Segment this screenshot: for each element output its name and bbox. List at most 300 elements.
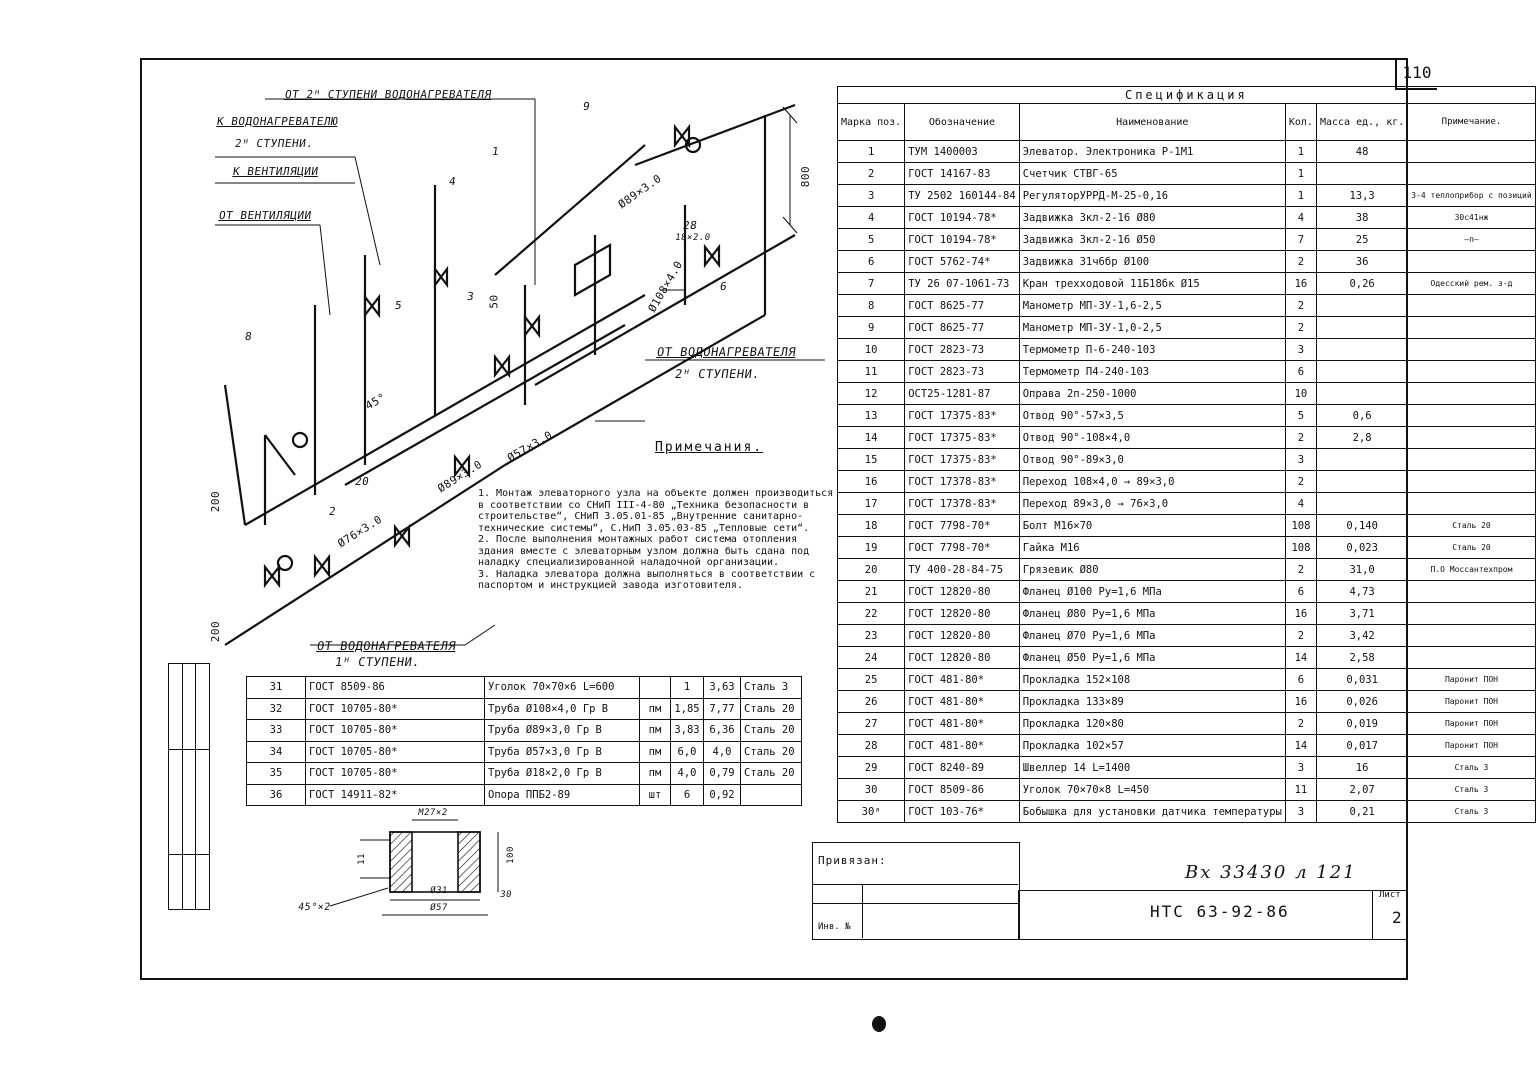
ink-blot xyxy=(872,1016,886,1032)
spec-row xyxy=(838,339,1536,361)
spec-cell-name: Прокладка 120×80 xyxy=(1019,713,1285,735)
material-cell-des: ГОСТ 10705-80* xyxy=(306,741,485,763)
spec-cell-pos: 14 xyxy=(838,427,905,449)
spec-cell-mass: 0,26 xyxy=(1316,273,1407,295)
spec-cell-pos: 27 xyxy=(838,713,905,735)
spec-cell-pos: 9 xyxy=(838,317,905,339)
material-cell-unit: шт xyxy=(640,784,671,806)
pipe-label-89: Ø89×3.0 xyxy=(615,171,665,212)
inventory-label: Инв. № xyxy=(818,922,851,932)
mark-20: 20 xyxy=(354,475,371,488)
spec-cell-mass: 2,07 xyxy=(1316,779,1407,801)
detail-dim-57: Ø57 xyxy=(429,903,449,913)
spec-cell-qty: 108 xyxy=(1285,537,1316,559)
label-from-heater-stage2-a: ОТ ВОДОНАГРЕВАТЕЛЯ xyxy=(656,345,798,359)
binding-label: Привязан: xyxy=(818,854,887,867)
spec-cell-name: Счетчик СТВГ-65 xyxy=(1019,163,1285,185)
spec-cell-qty: 14 xyxy=(1285,647,1316,669)
spec-cell-pos: 24 xyxy=(838,647,905,669)
specification-table xyxy=(837,86,1536,823)
spec-cell-qty: 108 xyxy=(1285,515,1316,537)
spec-cell-note xyxy=(1408,141,1535,163)
material-row xyxy=(247,677,802,699)
spec-cell-qty: 6 xyxy=(1285,669,1316,691)
spec-cell-qty: 5 xyxy=(1285,405,1316,427)
material-cell-mass: 7,77 xyxy=(704,698,741,720)
item-28-size: 18×2.0 xyxy=(674,233,712,243)
label-to-ventilation: К ВЕНТИЛЯЦИИ xyxy=(232,165,320,178)
material-cell-pos: 36 xyxy=(247,784,306,806)
spec-cell-name: Манометр МП-3У-1,0-2,5 xyxy=(1019,317,1285,339)
spec-header-note: Примечание. xyxy=(1408,104,1535,141)
spec-caption: Спецификация xyxy=(838,87,1536,104)
material-cell-name: Уголок 70×70×6 L=600 xyxy=(485,677,640,699)
spec-cell-qty: 2 xyxy=(1285,317,1316,339)
spec-cell-note xyxy=(1408,251,1535,273)
spec-row xyxy=(838,295,1536,317)
spec-cell-pos: 12 xyxy=(838,383,905,405)
spec-cell-des: ГОСТ 7798-70* xyxy=(905,537,1019,559)
spec-cell-name: Термометр П4-240-103 xyxy=(1019,361,1285,383)
spec-cell-note xyxy=(1408,449,1535,471)
spec-row xyxy=(838,801,1536,823)
spec-cell-pos: 26 xyxy=(838,691,905,713)
spec-cell-name: Гайка М16 xyxy=(1019,537,1285,559)
detail-dim-100: 100 xyxy=(505,846,516,864)
spec-cell-des: ГОСТ 17375-83* xyxy=(905,427,1019,449)
spec-cell-name: Переход 108×4,0 → 89×3,0 xyxy=(1019,471,1285,493)
spec-row xyxy=(838,229,1536,251)
spec-cell-des: ГОСТ 2823-73 xyxy=(905,361,1019,383)
spec-cell-mass: 38 xyxy=(1316,207,1407,229)
spec-cell-mass: 0,019 xyxy=(1316,713,1407,735)
spec-row xyxy=(838,361,1536,383)
spec-cell-name: Прокладка 102×57 xyxy=(1019,735,1285,757)
spec-row xyxy=(838,669,1536,691)
spec-cell-note xyxy=(1408,625,1535,647)
spec-cell-qty: 3 xyxy=(1285,339,1316,361)
note-2: 2. После выполнения монтажных работ система отопления здания вместе с элеваторным узлом должна быть сдана под наладку специализированной наладочной организации. xyxy=(478,534,810,568)
spec-row xyxy=(838,493,1536,515)
material-cell-qty: 3,83 xyxy=(671,720,704,742)
label-from-heater-stage2-b: 2ᴴ СТУПЕНИ. xyxy=(674,367,761,381)
spec-cell-mass: 0,140 xyxy=(1316,515,1407,537)
spec-row xyxy=(838,251,1536,273)
spec-cell-mass xyxy=(1316,339,1407,361)
spec-cell-mass: 36 xyxy=(1316,251,1407,273)
spec-cell-name: Швеллер 14 L=1400 xyxy=(1019,757,1285,779)
mark-4: 4 xyxy=(448,175,458,188)
spec-cell-pos: 18 xyxy=(838,515,905,537)
material-cell-name: Труба Ø89×3,0 Гр В xyxy=(485,720,640,742)
spec-cell-des: ГОСТ 481-80* xyxy=(905,691,1019,713)
mark-2: 2 xyxy=(328,505,338,518)
item-28-label: 28 xyxy=(682,219,699,232)
spec-cell-qty: 1 xyxy=(1285,185,1316,207)
spec-row xyxy=(838,757,1536,779)
spec-cell-name: Фланец Ø100 Ру=1,6 МПа xyxy=(1019,581,1285,603)
angle-45: 45° xyxy=(363,390,389,413)
spec-cell-mass: 16 xyxy=(1316,757,1407,779)
spec-row xyxy=(838,735,1536,757)
spec-cell-pos: 13 xyxy=(838,405,905,427)
spec-row xyxy=(838,405,1536,427)
mark-6: 6 xyxy=(719,280,729,293)
spec-cell-des: ГОСТ 8625-77 xyxy=(905,317,1019,339)
material-cell-pos: 35 xyxy=(247,763,306,785)
spec-cell-pos: 23 xyxy=(838,625,905,647)
spec-cell-des: ГОСТ 17378-83* xyxy=(905,493,1019,515)
spec-row xyxy=(838,647,1536,669)
spec-cell-name: Фланец Ø70 Ру=1,6 МПа xyxy=(1019,625,1285,647)
spec-cell-pos: 7 xyxy=(838,273,905,295)
label-from-ventilation: ОТ ВЕНТИЛЯЦИИ xyxy=(218,209,313,222)
spec-cell-note: Сталь 3 xyxy=(1408,801,1535,823)
spec-row xyxy=(838,207,1536,229)
spec-row xyxy=(838,779,1536,801)
spec-cell-pos: 16 xyxy=(838,471,905,493)
material-cell-mat: Сталь 20 xyxy=(741,763,802,785)
spec-cell-note: П.О Моссантехпром xyxy=(1408,559,1535,581)
spec-cell-name: Фланец Ø50 Ру=1,6 МПа xyxy=(1019,647,1285,669)
spec-cell-pos: 10 xyxy=(838,339,905,361)
spec-cell-pos: 21 xyxy=(838,581,905,603)
spec-cell-qty: 16 xyxy=(1285,273,1316,295)
mark-5: 5 xyxy=(394,299,404,312)
material-cell-qty: 1,85 xyxy=(671,698,704,720)
material-cell-unit: пм xyxy=(640,720,671,742)
document-code: НТС 63-92-86 xyxy=(1150,902,1290,921)
mark-1: 1 xyxy=(491,145,501,158)
spec-row xyxy=(838,471,1536,493)
material-cell-pos: 32 xyxy=(247,698,306,720)
spec-cell-note: 30с41нж xyxy=(1408,207,1535,229)
spec-cell-name: Отвод 90°-108×4,0 xyxy=(1019,427,1285,449)
spec-cell-name: Фланец Ø80 Ру=1,6 МПа xyxy=(1019,603,1285,625)
spec-row xyxy=(838,625,1536,647)
spec-cell-des: ГОСТ 14167-83 xyxy=(905,163,1019,185)
spec-cell-name: РегуляторУРРД-М-25-0,16 xyxy=(1019,185,1285,207)
spec-row xyxy=(838,317,1536,339)
spec-cell-name: Уголок 70×70×8 L=450 xyxy=(1019,779,1285,801)
material-cell-unit: пм xyxy=(640,698,671,720)
material-cell-mat: Сталь 3 xyxy=(741,677,802,699)
spec-cell-qty: 2 xyxy=(1285,713,1316,735)
spec-cell-pos: 22 xyxy=(838,603,905,625)
spec-row xyxy=(838,273,1536,295)
material-cell-name: Труба Ø57×3,0 Гр В xyxy=(485,741,640,763)
spec-cell-name: Отвод 90°-57×3,5 xyxy=(1019,405,1285,427)
spec-cell-qty: 10 xyxy=(1285,383,1316,405)
spec-cell-qty: 3 xyxy=(1285,801,1316,823)
pipe-label-76: Ø76×3.0 xyxy=(335,512,385,551)
spec-cell-qty: 6 xyxy=(1285,361,1316,383)
spec-cell-des: ГОСТ 8625-77 xyxy=(905,295,1019,317)
material-cell-mat: Сталь 20 xyxy=(741,741,802,763)
spec-cell-note xyxy=(1408,603,1535,625)
spec-header-name: Наименование xyxy=(1019,104,1285,141)
materials-table xyxy=(246,676,802,806)
material-cell-unit xyxy=(640,677,671,699)
spec-cell-name: Элеватор. Электроника Р-1М1 xyxy=(1019,141,1285,163)
sheet-label: Лист xyxy=(1379,890,1401,900)
spec-header-pos: Марка поз. xyxy=(838,104,905,141)
material-cell-pos: 31 xyxy=(247,677,306,699)
material-cell-mass: 4,0 xyxy=(704,741,741,763)
spec-cell-note xyxy=(1408,163,1535,185)
spec-cell-note: Сталь 3 xyxy=(1408,779,1535,801)
spec-cell-pos: 19 xyxy=(838,537,905,559)
material-cell-des: ГОСТ 10705-80* xyxy=(306,720,485,742)
spec-cell-note: Одесский рем. з-д xyxy=(1408,273,1535,295)
spec-row xyxy=(838,581,1536,603)
spec-cell-des: ГОСТ 103-76* xyxy=(905,801,1019,823)
spec-cell-pos: 1 xyxy=(838,141,905,163)
detail-chamfer: 45°×2 xyxy=(297,902,332,913)
spec-cell-des: ГОСТ 12820-80 xyxy=(905,603,1019,625)
spec-cell-note: Сталь 20 xyxy=(1408,515,1535,537)
spec-row xyxy=(838,603,1536,625)
spec-cell-pos: 4 xyxy=(838,207,905,229)
spec-cell-des: ТУ 400-28-84-75 xyxy=(905,559,1019,581)
spec-cell-pos: 6 xyxy=(838,251,905,273)
spec-cell-name: Оправа 2п-250-1000 xyxy=(1019,383,1285,405)
spec-cell-des: ГОСТ 2823-73 xyxy=(905,339,1019,361)
dim-200-a: 200 xyxy=(209,490,223,513)
spec-row xyxy=(838,383,1536,405)
elevator-body xyxy=(575,245,610,295)
spec-cell-mass xyxy=(1316,295,1407,317)
material-cell-mat xyxy=(741,784,802,806)
spec-cell-qty: 1 xyxy=(1285,163,1316,185)
spec-cell-name: Болт М16×70 xyxy=(1019,515,1285,537)
spec-cell-note xyxy=(1408,339,1535,361)
spec-cell-mass: 0,017 xyxy=(1316,735,1407,757)
spec-cell-note: Сталь 20 xyxy=(1408,537,1535,559)
spec-cell-mass xyxy=(1316,493,1407,515)
spec-cell-pos: 2 xyxy=(838,163,905,185)
spec-body xyxy=(838,141,1536,823)
spec-row xyxy=(838,691,1536,713)
spec-cell-note: Сталь 3 xyxy=(1408,757,1535,779)
spec-cell-mass xyxy=(1316,471,1407,493)
spec-cell-mass xyxy=(1316,383,1407,405)
spec-cell-des: ГОСТ 481-80* xyxy=(905,713,1019,735)
pipe-label-57: Ø57×3.0 xyxy=(505,428,555,465)
spec-cell-mass: 13,3 xyxy=(1316,185,1407,207)
main-pipe-lower xyxy=(225,465,505,645)
material-cell-pos: 34 xyxy=(247,741,306,763)
spec-cell-qty: 1 xyxy=(1285,141,1316,163)
spec-cell-mass: 48 xyxy=(1316,141,1407,163)
dim-800: 800 xyxy=(799,165,813,188)
material-cell-pos: 33 xyxy=(247,720,306,742)
spec-cell-qty: 16 xyxy=(1285,603,1316,625)
spec-cell-des: ГОСТ 8509-86 xyxy=(905,779,1019,801)
title-block xyxy=(812,842,1408,938)
material-cell-mass: 3,63 xyxy=(704,677,741,699)
spec-cell-pos: 25 xyxy=(838,669,905,691)
spec-cell-name: Задвижка 31ч6бр Ø100 xyxy=(1019,251,1285,273)
spec-cell-note xyxy=(1408,295,1535,317)
spec-cell-mass xyxy=(1316,449,1407,471)
spec-cell-des: ГОСТ 10194-78* xyxy=(905,207,1019,229)
spec-cell-des: ГОСТ 481-80* xyxy=(905,669,1019,691)
left-margin-grid xyxy=(168,663,210,910)
mark-3: 3 xyxy=(466,290,476,303)
spec-cell-des: ГОСТ 17375-83* xyxy=(905,405,1019,427)
label-from-heater-stage1-a: ОТ ВОДОНАГРЕВАТЕЛЯ xyxy=(316,639,458,653)
mark-9: 9 xyxy=(582,100,592,113)
spec-cell-qty: 2 xyxy=(1285,427,1316,449)
boss-detail-drawing xyxy=(290,800,550,930)
material-cell-mass: 0,92 xyxy=(704,784,741,806)
spec-cell-qty: 7 xyxy=(1285,229,1316,251)
spec-cell-pos: 8 xyxy=(838,295,905,317)
spec-cell-qty: 2 xyxy=(1285,559,1316,581)
material-cell-qty: 1 xyxy=(671,677,704,699)
pipe-label-89b: Ø89×3.0 xyxy=(435,457,485,496)
spec-cell-mass: 0,026 xyxy=(1316,691,1407,713)
material-cell-name: Опора ППБ2-89 xyxy=(485,784,640,806)
spec-cell-des: ГОСТ 17378-83* xyxy=(905,471,1019,493)
spec-cell-name: Переход 89×3,0 → 76×3,0 xyxy=(1019,493,1285,515)
binding-divider xyxy=(862,884,863,938)
material-cell-qty: 6 xyxy=(671,784,704,806)
spec-cell-mass: 25 xyxy=(1316,229,1407,251)
spec-cell-des: ГОСТ 12820-80 xyxy=(905,581,1019,603)
spec-cell-des: ГОСТ 17375-83* xyxy=(905,449,1019,471)
detail-dim-11: 11 xyxy=(356,853,367,865)
spec-cell-des: ГОСТ 481-80* xyxy=(905,735,1019,757)
spec-cell-mass xyxy=(1316,163,1407,185)
spec-cell-pos: 30 xyxy=(838,779,905,801)
spec-cell-note: 3-4 теплоприбор с позиций xyxy=(1408,185,1535,207)
spec-cell-des: ОСТ25-1281-87 xyxy=(905,383,1019,405)
spec-cell-note xyxy=(1408,361,1535,383)
spec-cell-name: Прокладка 152×108 xyxy=(1019,669,1285,691)
spec-cell-note xyxy=(1408,581,1535,603)
spec-cell-name: Бобышка для установки датчика температуры xyxy=(1019,801,1285,823)
detail-dim-31: Ø31 xyxy=(429,886,449,896)
spec-cell-des: ГОСТ 8240-89 xyxy=(905,757,1019,779)
material-cell-mat: Сталь 20 xyxy=(741,720,802,742)
material-cell-mat: Сталь 20 xyxy=(741,698,802,720)
spec-cell-note xyxy=(1408,471,1535,493)
note-3: 3. Наладка элеватора должна выполняться в соответствии с паспортом и инструкцией завода изготовителя. xyxy=(478,568,816,591)
detail-dim-m27: M27×2 xyxy=(417,808,449,818)
spec-cell-mass xyxy=(1316,361,1407,383)
spec-cell-pos: 5 xyxy=(838,229,905,251)
spec-cell-des: ГОСТ 10194-78* xyxy=(905,229,1019,251)
spec-cell-des: ГОСТ 5762-74* xyxy=(905,251,1019,273)
label-to-heater-a: К ВОДОНАГРЕВАТЕЛЮ xyxy=(216,115,340,128)
spec-cell-name: Отвод 90°-89×3,0 xyxy=(1019,449,1285,471)
spec-row xyxy=(838,537,1536,559)
spec-cell-des: ГОСТ 7798-70* xyxy=(905,515,1019,537)
spec-cell-des: ТУМ 1400003 xyxy=(905,141,1019,163)
spec-cell-mass: 0,21 xyxy=(1316,801,1407,823)
spec-cell-pos: 29 xyxy=(838,757,905,779)
spec-cell-qty: 2 xyxy=(1285,625,1316,647)
binding-row xyxy=(812,884,1018,904)
spec-cell-qty: 6 xyxy=(1285,581,1316,603)
material-cell-des: ГОСТ 14911-82* xyxy=(306,784,485,806)
material-cell-unit: пм xyxy=(640,741,671,763)
dim-50: 50 xyxy=(487,294,501,309)
label-to-heater-b: 2ᴴ СТУПЕНИ. xyxy=(234,137,315,150)
notes-block xyxy=(478,438,838,592)
spec-cell-note xyxy=(1408,383,1535,405)
material-cell-qty: 4,0 xyxy=(671,763,704,785)
spec-cell-qty: 3 xyxy=(1285,757,1316,779)
spec-cell-pos: 3 xyxy=(838,185,905,207)
spec-cell-name: Задвижка 3кл-2-16 Ø80 xyxy=(1019,207,1285,229)
material-cell-des: ГОСТ 10705-80* xyxy=(306,698,485,720)
sheet-number: 2 xyxy=(1392,908,1402,927)
mark-8: 8 xyxy=(244,330,254,343)
spec-cell-pos: 15 xyxy=(838,449,905,471)
pipe-label-108: Ø108×4.0 xyxy=(645,258,686,315)
spec-row xyxy=(838,559,1536,581)
spec-cell-mass: 3,71 xyxy=(1316,603,1407,625)
material-cell-unit: пм xyxy=(640,763,671,785)
spec-cell-mass: 31,0 xyxy=(1316,559,1407,581)
material-cell-mass: 6,36 xyxy=(704,720,741,742)
material-cell-des: ГОСТ 10705-80* xyxy=(306,763,485,785)
material-row xyxy=(247,698,802,720)
material-cell-name: Труба Ø108×4,0 Гр В xyxy=(485,698,640,720)
spec-cell-note xyxy=(1408,493,1535,515)
spec-cell-des: ГОСТ 12820-80 xyxy=(905,647,1019,669)
spec-row xyxy=(838,449,1536,471)
spec-cell-pos: 20 xyxy=(838,559,905,581)
spec-cell-name: Манометр МП-3У-1,6-2,5 xyxy=(1019,295,1285,317)
detail-dim-30: 30 xyxy=(499,890,513,900)
spec-cell-qty: 2 xyxy=(1285,295,1316,317)
spec-cell-name: Прокладка 133×89 xyxy=(1019,691,1285,713)
spec-cell-qty: 14 xyxy=(1285,735,1316,757)
spec-cell-note: Паронит ПОН xyxy=(1408,713,1535,735)
spec-cell-qty: 2 xyxy=(1285,251,1316,273)
spec-cell-qty: 4 xyxy=(1285,493,1316,515)
material-row xyxy=(247,763,802,785)
notes-title: Примечания. xyxy=(655,440,764,455)
material-cell-des: ГОСТ 8509-86 xyxy=(306,677,485,699)
spec-cell-qty: 11 xyxy=(1285,779,1316,801)
spec-cell-mass: 4,73 xyxy=(1316,581,1407,603)
spec-cell-note xyxy=(1408,427,1535,449)
spec-cell-pos: 30ᵃ xyxy=(838,801,905,823)
spec-row xyxy=(838,141,1536,163)
material-row xyxy=(247,720,802,742)
spec-row xyxy=(838,515,1536,537)
spec-header-qty: Кол. xyxy=(1285,104,1316,141)
spec-cell-mass: 0,023 xyxy=(1316,537,1407,559)
spec-cell-des: ГОСТ 12820-80 xyxy=(905,625,1019,647)
spec-cell-note: —п— xyxy=(1408,229,1535,251)
spec-row xyxy=(838,163,1536,185)
spec-cell-mass: 0,6 xyxy=(1316,405,1407,427)
spec-cell-qty: 2 xyxy=(1285,471,1316,493)
materials-body xyxy=(247,677,802,806)
spec-cell-mass xyxy=(1316,317,1407,339)
spec-cell-name: Термометр П-6-240-103 xyxy=(1019,339,1285,361)
label-from-stage2-top: ОТ 2ᴴ СТУПЕНИ ВОДОНАГРЕВАТЕЛЯ xyxy=(284,88,493,101)
spec-cell-mass: 2,8 xyxy=(1316,427,1407,449)
spec-cell-name: Кран трехходовой 11Б18бк Ø15 xyxy=(1019,273,1285,295)
spec-cell-name: Грязевик Ø80 xyxy=(1019,559,1285,581)
